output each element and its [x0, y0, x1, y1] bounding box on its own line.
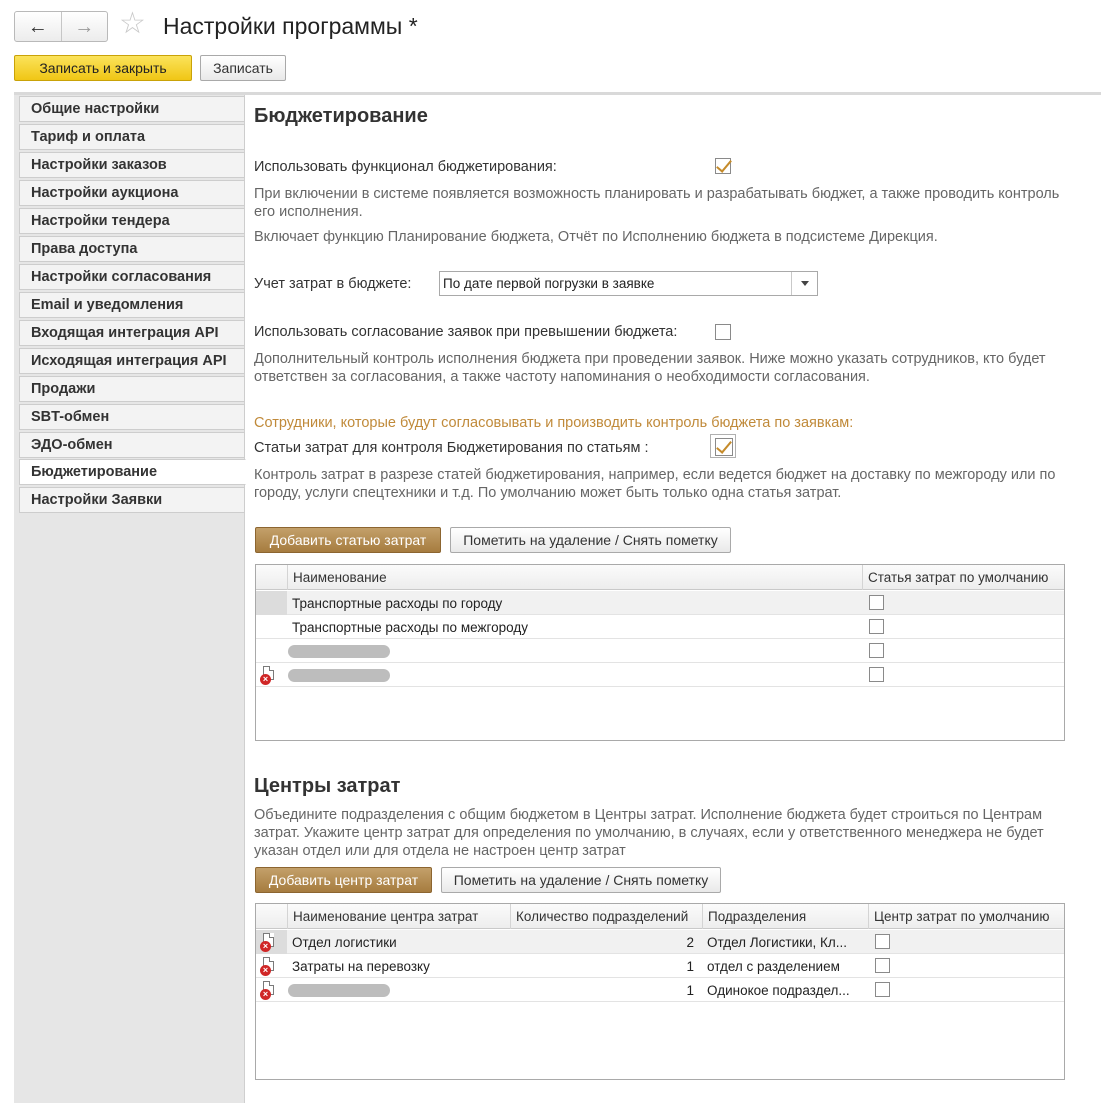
column-header-name[interactable]: Наименование [287, 565, 862, 590]
sidebar-item-sbt[interactable]: SBT-обмен [19, 404, 245, 430]
row-marker [256, 615, 287, 639]
back-button[interactable] [15, 12, 62, 41]
cost-accounting-select[interactable] [439, 271, 818, 296]
add-article-button[interactable]: Добавить статью затрат [255, 527, 441, 553]
center-departments: Одинокое подраздел... [707, 982, 850, 998]
mark-delete-center-button[interactable]: Пометить на удаление / Снять пометку [441, 867, 721, 893]
arrow-left-icon: ← [27, 15, 48, 38]
default-article-checkbox[interactable] [869, 643, 884, 658]
sidebar-item-email[interactable]: Email и уведомления [19, 292, 245, 318]
default-center-checkbox[interactable] [875, 934, 890, 949]
mark-delete-article-button[interactable]: Пометить на удаление / Снять пометку [450, 527, 731, 553]
sidebar-item-tariff[interactable]: Тариф и оплата [19, 124, 245, 150]
budget-heading: Бюджетирование [254, 105, 428, 127]
row-marker [256, 591, 287, 615]
settings-sidebar [14, 95, 245, 1103]
centers-table-header [256, 904, 1064, 929]
approval-checkbox[interactable] [715, 324, 731, 340]
deleted-mark-icon: × [262, 981, 276, 998]
deleted-mark-icon: × [262, 957, 276, 974]
sidebar-item-approval[interactable]: Настройки согласования [19, 264, 245, 290]
row-marker [256, 954, 287, 978]
sidebar-item-access[interactable]: Права доступа [19, 236, 245, 262]
article-name: Транспортные расходы по межгороду [292, 619, 528, 635]
center-name: Отдел логистики [292, 934, 397, 950]
table-row[interactable] [256, 615, 1064, 639]
sidebar-item-api-in[interactable]: Входящая интеграция API [19, 320, 245, 346]
articles-table-header [256, 565, 1064, 590]
column-header-departments[interactable]: Подразделения [702, 904, 868, 929]
sidebar-item-general[interactable]: Общие настройки [19, 96, 245, 122]
use-budget-description: При включении в системе появляется возможность планировать и разрабатывать бюджет, а также проводить контроль его исполнения. [254, 186, 1060, 220]
table-row[interactable] [256, 639, 1064, 663]
sidebar-item-sales[interactable]: Продажи [19, 376, 245, 402]
default-article-checkbox[interactable] [869, 619, 884, 634]
row-marker [256, 639, 287, 663]
redacted-name [288, 984, 390, 997]
center-count: 1 [686, 958, 694, 974]
cost-accounting-value: По дате первой погрузки в заявке [443, 276, 655, 291]
sidebar-item-tender[interactable]: Настройки тендера [19, 208, 245, 234]
save-button[interactable]: Записать [200, 55, 286, 81]
column-header-center-name[interactable]: Наименование центра затрат [287, 904, 510, 929]
column-header-count[interactable]: Количество подразделений [510, 904, 702, 929]
articles-control-label: Статьи затрат для контроля Бюджетирования по статьям : [254, 440, 649, 456]
default-center-checkbox[interactable] [875, 982, 890, 997]
center-name: Затраты на перевозку [292, 958, 430, 974]
sidebar-item-orders[interactable]: Настройки заказов [19, 152, 245, 178]
center-count: 1 [686, 982, 694, 998]
page-title: Настройки программы * [163, 13, 418, 39]
default-center-checkbox[interactable] [875, 958, 890, 973]
history-nav [14, 11, 108, 42]
row-marker [256, 663, 287, 687]
sidebar-item-auction[interactable]: Настройки аукциона [19, 180, 245, 206]
table-row[interactable] [256, 978, 1064, 1002]
redacted-name [288, 645, 390, 658]
center-count: 2 [686, 934, 694, 950]
table-row[interactable] [256, 930, 1064, 954]
use-budget-checkbox[interactable] [715, 158, 731, 174]
sidebar-item-api-out[interactable]: Исходящая интеграция API [19, 348, 245, 374]
cost-centers-description: Объедините подразделения с общим бюджетом в Центры затрат. Исполнение бюджета будет строиться по Центрам затрат. Укажите центр затрат для определения по умолчанию, в случаях, если у ответственного менеджера не будет указан отдел или для отдела не настроен центр затрат [254, 807, 1044, 859]
cost-accounting-label: Учет затрат в бюджете: [254, 276, 412, 292]
chevron-down-icon[interactable] [791, 272, 817, 295]
use-budget-label: Использовать функционал бюджетирования: [254, 159, 557, 175]
articles-control-description: Контроль затрат в разрезе статей бюджетирования, например, если ведется бюджет на доставку по межгороду или по городу, услуги спецтехники и т.д. По умолчанию может быть только одна статья затрат. [254, 467, 1056, 501]
save-and-close-button[interactable]: Записать и закрыть [14, 55, 192, 81]
sidebar-item-edo[interactable]: ЭДО-обмен [19, 432, 245, 458]
arrow-right-icon: → [74, 15, 95, 38]
column-header-default-center[interactable]: Центр затрат по умолчанию [868, 904, 1066, 929]
center-departments: отдел с разделением [707, 958, 840, 974]
sidebar-item-budget[interactable]: Бюджетирование [19, 459, 246, 485]
center-departments: Отдел Логистики, Кл... [707, 934, 848, 950]
add-cost-center-button[interactable]: Добавить центр затрат [255, 867, 432, 893]
table-row[interactable] [256, 954, 1064, 978]
deleted-mark-icon: × [262, 666, 276, 683]
cost-centers-heading: Центры затрат [254, 775, 401, 797]
row-marker [256, 978, 287, 1002]
articles-control-checkbox[interactable] [710, 434, 736, 458]
redacted-name [288, 669, 390, 682]
table-row[interactable] [256, 663, 1064, 687]
use-budget-description-2: Включает функцию Планирование бюджета, Отчёт по Исполнению бюджета в подсистеме Дирекция. [254, 229, 938, 245]
favorite-star-icon[interactable]: ☆ [119, 7, 146, 40]
sidebar-item-request[interactable]: Настройки Заявки [19, 487, 245, 513]
approval-description: Дополнительный контроль исполнения бюджета при проведении заявок. Ниже можно указать сотрудников, кто будет ответствен за согласования, а также частоту напоминания о необходимости согласования. [254, 351, 1046, 385]
employees-label: Сотрудники, которые будут согласовывать и производить контроль бюджета по заявкам: [254, 415, 854, 431]
deleted-mark-icon: × [262, 933, 276, 950]
column-header-default[interactable]: Статья затрат по умолчанию [862, 565, 1066, 590]
forward-button[interactable] [62, 12, 108, 41]
table-row[interactable] [256, 591, 1064, 615]
row-marker [256, 930, 287, 954]
default-article-checkbox[interactable] [869, 667, 884, 682]
approval-label: Использовать согласование заявок при превышении бюджета: [254, 324, 678, 340]
article-name: Транспортные расходы по городу [292, 595, 503, 611]
cost-centers-table [255, 903, 1065, 1080]
default-article-checkbox[interactable] [869, 595, 884, 610]
articles-table [255, 564, 1065, 741]
